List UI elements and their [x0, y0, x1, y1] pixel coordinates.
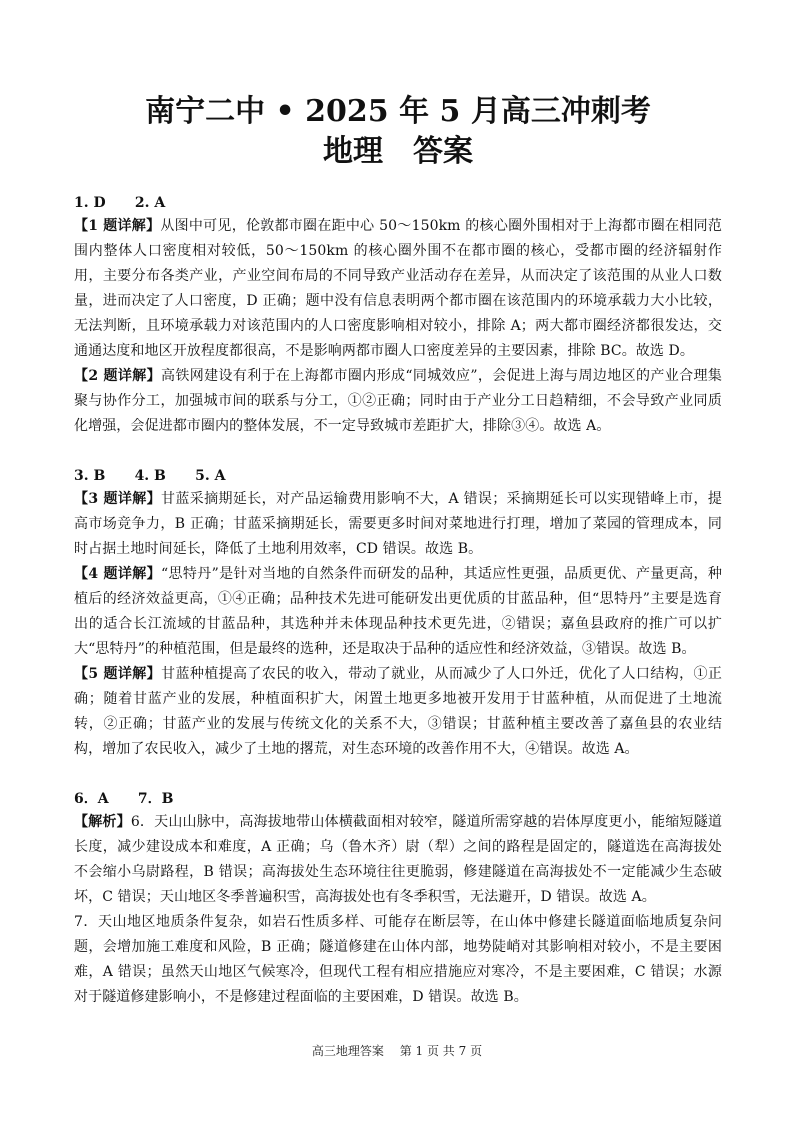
explanation-paragraph: [74, 487, 722, 562]
explanation-paragraph: [74, 810, 722, 910]
explanation-text: 高铁网建设有利于在上海都市圈内形成“同城效应”，会促进上海与周边地区的产业合理集聚与协作分工，加强城市间的联系与分工，①②正确；同时由于产业分工日趋精细，不会导致产业同质化增强，会促进都市圈内的整体发展，不一定导致城市差距扩大，排除③④。故选 A。: [74, 368, 722, 434]
explanation-label: 【3 题详解】: [74, 491, 161, 507]
document-subtitle: 地理 答案: [323, 134, 473, 169]
answer-page: [74, 92, 722, 1010]
explanation-paragraph: [74, 364, 722, 439]
explanation-text: 从图中可见，伦敦都市圈在距中心 50～150km 的核心圈外围相对于上海都市圈在相同范围内整体人口密度相对较低，50～150km 的核心圈外围不在都市圈的核心，受都市圈的经济辐射作用，主要分布各类产业，产业空间布局的不同导致产业活动存在差异，从而决定了该范围的从业人口数量，进而决定了人口密度，D 正确；题中没有信息表明两个都市圈在该范围内的环境承载力大小比较，无法判断，且环境承载力对该范围内的人口密度影响相对较小，排除 A；两大都市圈经济都很发达，交通通达度和地区开放程度都很高，不是影响两都市圈人口密度差异的主要因素，排除 BC。故选 D。: [74, 218, 722, 359]
explanation-label: 【2 题详解】: [74, 368, 161, 384]
answer-section-3-5: [74, 465, 722, 762]
explanation-label: 【解析】: [74, 814, 131, 830]
explanation-text: 甘蓝采摘期延长，对产品运输费用影响不大，A 错误；采摘期延长可以实现错峰上市，提高市场竞争力，B 正确；甘蓝采摘期延长，需要更多时间对菜地进行打理，增加了菜园的管理成本，同时占据土地时间延长，降低了土地利用效率，CD 错误。故选 B。: [74, 491, 722, 557]
explanation-paragraph: [74, 214, 722, 364]
explanation-text: 甘蓝种植提高了农民的收入，带动了就业，从而减少了人口外迁，优化了人口结构，①正确；随着甘蓝产业的发展，种植面积扩大，闲置土地更多地被开发用于甘蓝种植，从而促进了土地流转，②正确；甘蓝产业的发展与传统文化的关系不大，③错误；甘蓝种植主要改善了嘉鱼县的农业结构，增加了农民收入，减少了土地的撂荒，对生态环境的改善作用不大，④错误。故选 A。: [74, 666, 722, 757]
answer-key-row: 3. B 4. B 5. A: [74, 468, 226, 484]
answer-key-row: 6．A 7．B: [74, 791, 174, 807]
answer-key-row: 1. D 2. A: [74, 195, 166, 211]
explanation-text: “思特丹”是针对当地的自然条件而研发的品种，其适应性更强，品质更优、产量更高，种植后的经济效益更高，①④正确；品种技术先进可能研发出更优质的甘蓝品种，但“思特丹”主要是选育出的适合长江流域的甘蓝品种，其选种并未体现品种技术更先进，②错误；嘉鱼县政府的推广可以扩大“思特丹”的种植范围，但是最终的选种，还是取决于品种的适应性和经济效益，③错误。故选 B。: [74, 566, 722, 657]
explanation-paragraph: [74, 662, 722, 762]
explanation-label: 【4 题详解】: [74, 566, 161, 582]
explanation-label: 【5 题详解】: [74, 666, 162, 682]
answer-section-6-7: [74, 788, 722, 1010]
page-footer: 高三地理答案 第 1 页 共 7 页: [311, 1044, 483, 1058]
document-title: 南宁二中 • 2025 年 5 月高三冲刺考: [145, 94, 651, 129]
explanation-text: 7．天山地区地质条件复杂，如岩石性质多样、可能存在断层等，在山体中修建长隧道面临地质复杂问题，会增加施工难度和风险，B 正确；隧道修建在山体内部，地势陡峭对其影响相对较小，不是主要困难，A 错误；虽然天山地区气候寒冷，但现代工程有相应措施应对寒冷，不是主要困难，C 错误；水源对于隧道修建影响小，不是修建过程面临的主要困难，D 错误。故选 B。: [74, 914, 722, 1005]
explanation-paragraph: [74, 562, 722, 662]
explanation-label: 【1 题详解】: [74, 218, 161, 234]
explanation-text: 6．天山山脉中，高海拔地带山体横截面相对较窄，隧道所需穿越的岩体厚度更小，能缩短隧道长度，减少建设成本和难度，A 正确；乌（鲁木齐）尉（犁）之间的路程是固定的，隧道选在高海拔处不会缩小乌尉路程，B 错误；高海拔处生态环境往往更脆弱，修建隧道在高海拔处不一定能减少生态破坏，C 错误；天山地区冬季普遍积雪，高海拔处也有冬季积雪，无法避开，D 错误。故选 A。: [74, 814, 723, 905]
explanation-paragraph: [74, 910, 722, 1010]
answer-section-1-2: [74, 192, 722, 439]
